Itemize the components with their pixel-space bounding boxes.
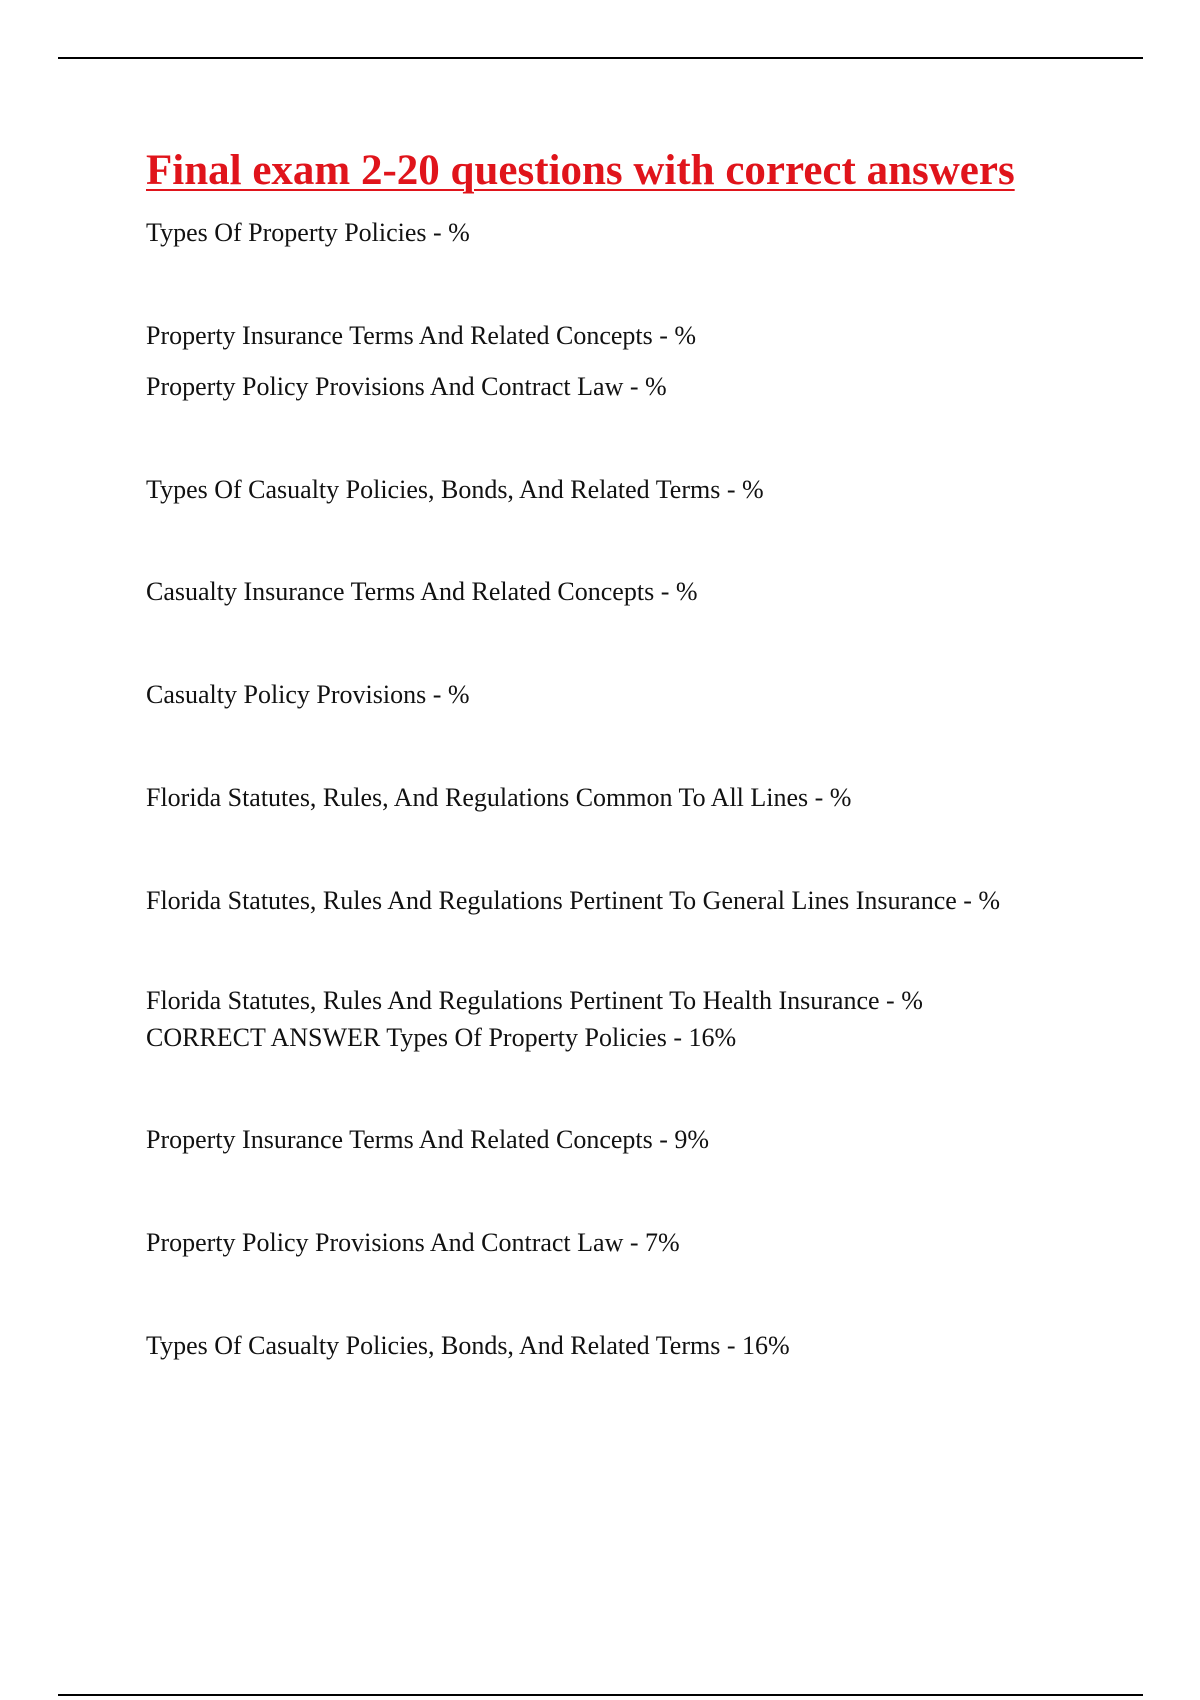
question-line: Florida Statutes, Rules, And Regulations Common To All Lines - %	[146, 783, 852, 812]
top-rule	[58, 57, 1143, 59]
answer-line: Property Insurance Terms And Related Concepts - 9%	[146, 1125, 710, 1154]
question-line: Casualty Policy Provisions - %	[146, 680, 470, 709]
answer-line: Types Of Casualty Policies, Bonds, And Related Terms - 16%	[146, 1331, 790, 1360]
document-title: Final exam 2-20 questions with correct answers	[146, 147, 1015, 194]
question-line: Types Of Property Policies - %	[146, 218, 470, 247]
question-line: Florida Statutes, Rules And Regulations Pertinent To Health Insurance - %	[146, 986, 923, 1015]
question-line: Property Policy Provisions And Contract Law - %	[146, 372, 667, 401]
question-line: Florida Statutes, Rules And Regulations Pertinent To General Lines Insurance - %	[146, 886, 1001, 915]
answer-line: CORRECT ANSWER Types Of Property Policies - 16%	[146, 1023, 737, 1052]
question-line: Property Insurance Terms And Related Concepts - %	[146, 321, 697, 350]
answer-line: Property Policy Provisions And Contract Law - 7%	[146, 1228, 680, 1257]
bottom-rule	[58, 1694, 1143, 1696]
question-line: Casualty Insurance Terms And Related Concepts - %	[146, 577, 698, 606]
question-line: Types Of Casualty Policies, Bonds, And Related Terms - %	[146, 475, 764, 504]
